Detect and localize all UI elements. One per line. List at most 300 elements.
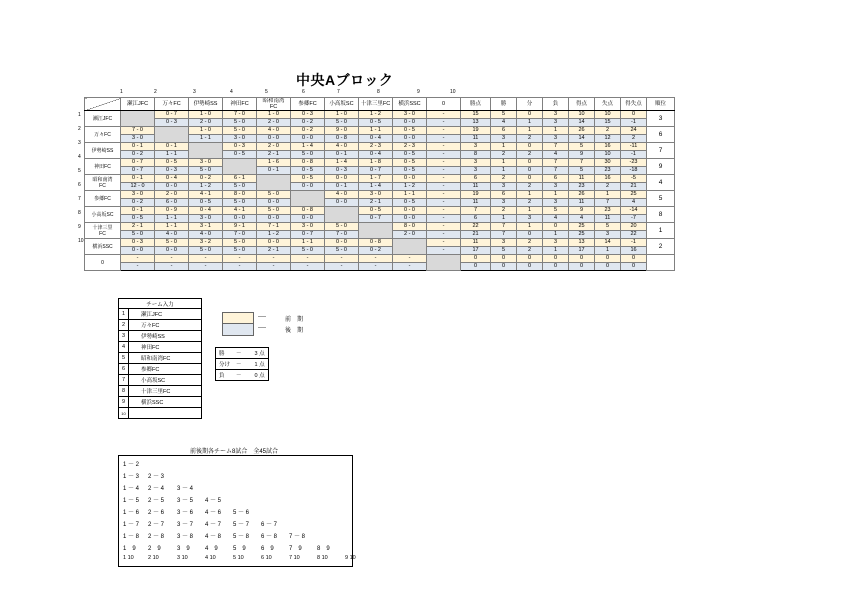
row-team-text: FC: [99, 230, 106, 237]
schedule-pair: 6 9: [261, 546, 274, 552]
schedule-pair: 1 － 5: [123, 498, 140, 504]
row-team-text: 万々FC: [94, 131, 111, 138]
match-score: 0 - 8: [359, 239, 393, 247]
row-number: 9: [78, 224, 81, 230]
stat-value: 4: [621, 199, 647, 207]
column-number: 6: [302, 89, 305, 95]
match-score: 0 - 5: [291, 175, 325, 183]
stat-value: -11: [621, 143, 647, 151]
stat-value: 14: [569, 119, 595, 127]
column-number: 9: [417, 89, 420, 95]
league-table: [84, 97, 675, 271]
match-score: 1 - 2: [189, 183, 223, 191]
row-number: 6: [78, 182, 81, 188]
stat-value: 0: [569, 263, 595, 271]
match-score: 12 - 0: [121, 183, 155, 191]
row-team-text: FC: [99, 182, 106, 189]
match-score: -: [427, 223, 461, 231]
match-score: 3 - 0: [223, 135, 257, 143]
stat-value: 30: [595, 159, 621, 167]
schedule-pair: 7 9: [289, 546, 302, 552]
stat-value: 5: [569, 167, 595, 175]
match-score: 2 - 3: [359, 143, 393, 151]
team-input-row: [119, 320, 202, 331]
points-row: [216, 370, 269, 381]
rank-value: 2: [647, 239, 675, 255]
stat-value: 17: [569, 247, 595, 255]
match-score: 0 - 8: [325, 135, 359, 143]
match-score: 0 - 0: [325, 175, 359, 183]
schedule-pair: 5 10: [233, 555, 244, 561]
row-team-text: 十津三里: [92, 224, 113, 231]
match-score: 3 - 0: [359, 191, 393, 199]
schedule-pair: 4 － 8: [205, 534, 222, 540]
table-row: [85, 151, 675, 159]
team-input-name: 瀬江JFC: [129, 309, 202, 320]
stat-value: 19: [461, 191, 491, 199]
team-input-number: 9: [119, 397, 129, 408]
stat-value: 25: [569, 223, 595, 231]
stat-value: 3: [595, 231, 621, 239]
diagonal-cell: [155, 127, 189, 143]
stat-value: 2: [517, 135, 543, 143]
row-team-name: [85, 175, 121, 191]
column-header-text: 万々FC: [162, 101, 181, 107]
legend-first-label: 前 期: [285, 317, 304, 323]
column-header-team: [359, 98, 393, 111]
match-score: 0 - 5: [189, 199, 223, 207]
table-row: [85, 111, 675, 119]
match-score: -: [393, 255, 427, 263]
stat-value: 6: [491, 191, 517, 199]
stat-value: 3: [543, 111, 569, 119]
match-score: 1 - 1: [291, 239, 325, 247]
page-title: 中央Aブロック: [296, 72, 394, 88]
match-score: 4 - 1: [223, 207, 257, 215]
match-score: -: [427, 111, 461, 119]
match-score: 0 - 4: [155, 175, 189, 183]
stat-value: 4: [543, 151, 569, 159]
column-number: 4: [230, 89, 233, 95]
match-score: 0 - 0: [325, 239, 359, 247]
row-team-name: [85, 207, 121, 223]
stat-value: 0: [517, 159, 543, 167]
row-team-name: [85, 223, 121, 239]
match-score: 0 - 8: [291, 159, 325, 167]
team-input-name: 十津三里FC: [129, 386, 202, 397]
stat-value: -14: [621, 207, 647, 215]
match-score: 0 - 2: [291, 127, 325, 135]
team-input-name: 小高坂SC: [129, 375, 202, 386]
stat-value: 1: [543, 191, 569, 199]
column-header-text: 神田FC: [230, 101, 249, 107]
match-score: 0 - 5: [121, 215, 155, 223]
match-score: 0 - 7: [155, 111, 189, 119]
stat-value: 3: [543, 239, 569, 247]
match-score: 5 - 0: [257, 191, 291, 199]
team-input-name: 参郷FC: [129, 364, 202, 375]
stat-value: -1: [621, 151, 647, 159]
stat-value: 3: [543, 183, 569, 191]
match-score: 0 - 0: [257, 135, 291, 143]
match-score: 5 - 0: [223, 127, 257, 135]
stat-header: 失点: [595, 98, 621, 111]
stat-value: 11: [595, 215, 621, 223]
match-score: 3 - 0: [291, 223, 325, 231]
match-score: 2 - 1: [257, 247, 291, 255]
stat-value: 1: [491, 215, 517, 223]
rank-value: 1: [647, 223, 675, 239]
match-score: 2 - 1: [121, 223, 155, 231]
stat-value: 2: [517, 151, 543, 159]
points-row: [216, 348, 269, 359]
match-score: 5 - 0: [257, 207, 291, 215]
match-score: -: [427, 143, 461, 151]
team-input-number: 8: [119, 386, 129, 397]
diagonal-cell: [359, 223, 393, 239]
row-number: 2: [78, 126, 81, 132]
match-score: 3 - 0: [121, 135, 155, 143]
schedule-pair: 1 － 3: [123, 474, 140, 480]
column-header-text: 0: [441, 101, 446, 107]
stat-value: 25: [569, 231, 595, 239]
stat-value: 3: [461, 143, 491, 151]
column-number: 7: [337, 89, 340, 95]
team-input-panel: [118, 298, 202, 419]
match-score: 5 - 0: [325, 119, 359, 127]
stat-value: 1: [595, 191, 621, 199]
match-score: -: [427, 215, 461, 223]
table-row: [85, 127, 675, 135]
table-row: [85, 119, 675, 127]
stat-value: 0: [517, 175, 543, 183]
match-score: 0 - 1: [121, 175, 155, 183]
stat-value: 2: [491, 207, 517, 215]
stat-header: 負: [543, 98, 569, 111]
stat-value: 3: [491, 183, 517, 191]
match-score: 0 - 5: [393, 167, 427, 175]
match-score: 0 - 7: [121, 167, 155, 175]
rank-value: 6: [647, 127, 675, 143]
match-score: 0 - 3: [325, 167, 359, 175]
table-row: [85, 143, 675, 151]
match-score: -: [325, 255, 359, 263]
team-input-row: [119, 331, 202, 342]
match-score: 2 - 1: [257, 151, 291, 159]
match-score: 1 - 8: [359, 159, 393, 167]
stat-value: 9: [569, 151, 595, 159]
match-score: -: [427, 231, 461, 239]
match-score: 0 - 0: [291, 183, 325, 191]
table-row: [85, 207, 675, 215]
team-input-row: [119, 309, 202, 320]
match-score: 0 - 1: [155, 143, 189, 151]
stat-value: 0: [621, 111, 647, 119]
match-score: 0 - 5: [291, 167, 325, 175]
stat-value: 14: [595, 239, 621, 247]
stat-value: 0: [621, 263, 647, 271]
stat-value: 6: [461, 175, 491, 183]
match-score: 0 - 5: [223, 151, 257, 159]
stat-value: 4: [491, 119, 517, 127]
stat-value: 17: [461, 247, 491, 255]
schedule-pair: 2 － 4: [148, 486, 165, 492]
match-score: 1 - 1: [155, 223, 189, 231]
match-score: 0 - 4: [189, 207, 223, 215]
table-row: [85, 183, 675, 191]
match-score: -: [427, 191, 461, 199]
row-team-text: 瀬江JFC: [92, 115, 113, 122]
stat-value: 3: [543, 135, 569, 143]
column-number: 5: [265, 89, 268, 95]
row-team-name: [85, 159, 121, 175]
match-score: 3 - 0: [189, 215, 223, 223]
stat-value: 1: [491, 167, 517, 175]
stat-value: 5: [491, 247, 517, 255]
match-score: 0 - 5: [359, 207, 393, 215]
match-score: -: [325, 263, 359, 271]
match-score: 1 - 0: [189, 111, 223, 119]
match-score: 0 - 5: [359, 119, 393, 127]
diagonal-cell: [427, 255, 461, 271]
stat-value: 26: [569, 191, 595, 199]
stat-value: -5: [621, 175, 647, 183]
match-score: 0 - 5: [393, 159, 427, 167]
column-header-team: [257, 98, 291, 111]
column-header-team: [189, 98, 223, 111]
corner-cell: [85, 98, 121, 111]
stat-value: 1: [543, 127, 569, 135]
stat-value: 2: [491, 175, 517, 183]
match-score: 3 - 2: [189, 239, 223, 247]
match-score: 0 - 0: [291, 215, 325, 223]
match-score: 7 - 0: [121, 127, 155, 135]
match-score: -: [427, 207, 461, 215]
stat-value: 0: [517, 231, 543, 239]
rank-value: 5: [647, 191, 675, 207]
match-score: 0 - 0: [291, 135, 325, 143]
match-score: 0 - 0: [223, 215, 257, 223]
legend-second-swatch: [222, 323, 254, 336]
match-score: 4 - 0: [325, 143, 359, 151]
stat-value: 22: [621, 231, 647, 239]
match-score: 0 - 0: [257, 199, 291, 207]
match-score: 5 - 0: [325, 223, 359, 231]
match-score: 1 - 1: [393, 191, 427, 199]
match-score: 0 - 2: [359, 247, 393, 255]
table-row: [85, 159, 675, 167]
stat-value: 7: [543, 143, 569, 151]
schedule-pair: 9 10: [345, 555, 356, 561]
match-score: 0 - 1: [121, 143, 155, 151]
schedule-pair: 5 － 7: [233, 522, 250, 528]
row-team-text: 神田FC: [94, 163, 111, 170]
column-number: 8: [377, 89, 380, 95]
match-score: -: [257, 255, 291, 263]
stat-value: 11: [569, 175, 595, 183]
team-input-row: [119, 386, 202, 397]
points-cell: 3 点: [245, 348, 269, 359]
points-rule-table: [215, 347, 269, 381]
match-score: -: [427, 159, 461, 167]
points-cell: 1 点: [245, 359, 269, 370]
stat-value: 4: [543, 215, 569, 223]
match-score: 1 - 1: [359, 127, 393, 135]
match-score: 0 - 2: [121, 199, 155, 207]
diagonal-cell: [291, 191, 325, 207]
stat-value: 5: [595, 223, 621, 231]
match-score: 0 - 0: [121, 247, 155, 255]
match-score: 4 - 0: [257, 127, 291, 135]
stat-value: 7: [491, 223, 517, 231]
match-score: 1 - 7: [359, 175, 393, 183]
schedule-pair: 4 10: [205, 555, 216, 561]
match-score: 1 - 2: [359, 111, 393, 119]
column-header-text: 横浜SSC: [398, 101, 421, 107]
stat-value: -7: [621, 215, 647, 223]
row-team-text: 0: [101, 259, 104, 266]
column-header-text: 伊勢崎SS: [193, 101, 218, 107]
stat-value: 3: [491, 199, 517, 207]
stat-value: 23: [595, 207, 621, 215]
rank-value: 8: [647, 207, 675, 223]
match-score: 4 - 0: [155, 231, 189, 239]
stat-value: 6: [461, 215, 491, 223]
stat-value: 2: [517, 199, 543, 207]
match-score: 0 - 0: [257, 215, 291, 223]
stat-value: 6: [491, 127, 517, 135]
schedule-pair: 3 － 5: [177, 498, 194, 504]
legend-first-dash: ----: [258, 314, 266, 320]
stat-value: 0: [543, 263, 569, 271]
match-score: 0 - 0: [155, 247, 189, 255]
column-header-team: [223, 98, 257, 111]
stat-value: 0: [517, 111, 543, 119]
team-input-number: 10: [119, 408, 129, 419]
match-score: 1 - 1: [189, 135, 223, 143]
legend-second-label: 後 期: [285, 328, 304, 334]
stat-value: 7: [543, 159, 569, 167]
match-score: -: [121, 263, 155, 271]
schedule-pair: 1 － 8: [123, 534, 140, 540]
schedule-pair: 3 － 7: [177, 522, 194, 528]
schedule-pair: 4 9: [205, 546, 218, 552]
match-score: 1 - 6: [257, 159, 291, 167]
team-input-name: 昭和南湾FC: [129, 353, 202, 364]
stat-value: 0: [595, 263, 621, 271]
match-score: -: [155, 255, 189, 263]
stat-value: 2: [491, 151, 517, 159]
match-score: 2 - 1: [359, 199, 393, 207]
points-cell: 勝: [216, 348, 234, 359]
row-number: 1: [78, 112, 81, 118]
schedule-pair: 3 － 4: [177, 486, 194, 492]
column-header-team: [325, 98, 359, 111]
stat-value: 8: [461, 151, 491, 159]
stat-value: 11: [461, 183, 491, 191]
match-score: 0 - 0: [257, 239, 291, 247]
schedule-pair: 5 － 6: [233, 510, 250, 516]
schedule-pair: 4 － 7: [205, 522, 222, 528]
stat-value: 12: [595, 135, 621, 143]
diagonal-cell: [325, 207, 359, 223]
match-score: 1 - 2: [257, 231, 291, 239]
column-header-team: [121, 98, 155, 111]
match-score: 0 - 0: [393, 119, 427, 127]
stat-value: 7: [491, 231, 517, 239]
stat-value: 3: [517, 215, 543, 223]
rank-value: 4: [647, 175, 675, 191]
match-score: 1 - 2: [393, 183, 427, 191]
schedule-pair: 5 9: [233, 546, 246, 552]
match-score: 2 - 0: [155, 191, 189, 199]
column-number: 2: [154, 89, 157, 95]
match-score: -: [427, 119, 461, 127]
stat-value: 0: [491, 263, 517, 271]
match-score: 3 - 1: [189, 223, 223, 231]
column-number: 10: [450, 89, 456, 95]
match-score: -: [257, 263, 291, 271]
team-input-number: 4: [119, 342, 129, 353]
match-score: 1 - 4: [325, 159, 359, 167]
stat-value: 2: [517, 239, 543, 247]
row-number: 4: [78, 154, 81, 160]
match-score: 6 - 0: [155, 199, 189, 207]
stat-value: 7: [595, 199, 621, 207]
match-score: -: [291, 263, 325, 271]
table-row: [85, 199, 675, 207]
team-input-row: [119, 397, 202, 408]
team-input-name: 横浜SSC: [129, 397, 202, 408]
team-input-header: チーム入力: [119, 299, 202, 309]
table-row: [85, 191, 675, 199]
stat-value: 14: [569, 135, 595, 143]
diagonal-cell: [257, 175, 291, 191]
row-team-text: 昭和南湾: [92, 176, 113, 183]
match-score: -: [427, 167, 461, 175]
schedule-pair: 5 － 8: [233, 534, 250, 540]
schedule-pair: 6 － 8: [261, 534, 278, 540]
diagonal-cell: [121, 111, 155, 127]
stat-value: 23: [569, 183, 595, 191]
table-row: [85, 263, 675, 271]
stat-value: 5: [543, 207, 569, 215]
row-team-name: [85, 191, 121, 207]
schedule-pair: 1 － 2: [123, 462, 140, 468]
row-number: 5: [78, 168, 81, 174]
match-score: -: [427, 135, 461, 143]
match-score: 2 - 3: [393, 143, 427, 151]
schedule-pair: 7 － 8: [289, 534, 306, 540]
column-header-text: 小高坂SC: [329, 101, 354, 107]
stat-value: 21: [621, 183, 647, 191]
column-header-team: [155, 98, 189, 111]
schedule-pair: 3 10: [177, 555, 188, 561]
match-score: -: [427, 127, 461, 135]
points-cell: －: [233, 370, 245, 381]
stat-value: -1: [621, 119, 647, 127]
match-score: 0 - 2: [291, 119, 325, 127]
match-score: 5 - 0: [121, 231, 155, 239]
stat-value: 26: [569, 127, 595, 135]
stat-value: 1: [517, 207, 543, 215]
schedule-pair: 2 － 7: [148, 522, 165, 528]
schedule-pair: 1 9: [123, 546, 136, 552]
stat-value: 25: [621, 191, 647, 199]
stat-value: 2: [517, 183, 543, 191]
match-score: 5 - 0: [291, 151, 325, 159]
stat-value: 11: [461, 135, 491, 143]
